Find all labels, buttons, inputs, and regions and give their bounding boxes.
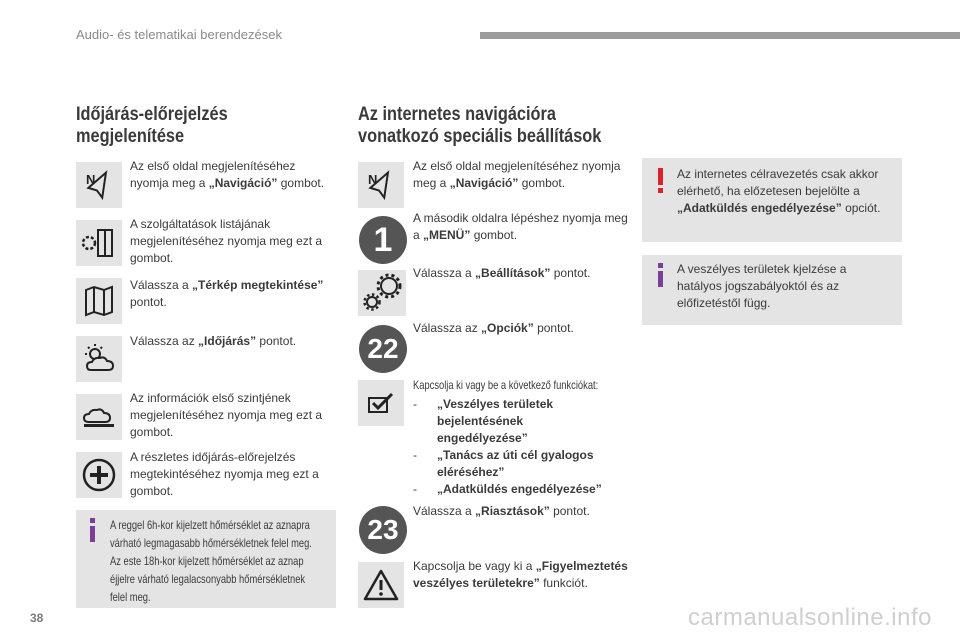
temperature-note-text: A reggel 6h-kor kijelzett hőmérséklet az aznapra várható legmagasabb hőmérsékletnek felel meg. Az este 18h-kor kijelzett hőmérséklet az aznap éjjelre várható legalacsonyabb hőmérsékletnek felel meg. <box>110 518 312 604</box>
warning-note-text: Az internetes célravezetés csak akkor elérhető, ha előzetesen bejelölte a „Adatküldés engedélyezése” opciót. <box>677 167 881 215</box>
info-i-icon <box>88 518 98 547</box>
info-note-text: A veszélyes területek kjelzése a hatályos jogszabályoktól és az előfizetéstől függ. <box>677 262 847 310</box>
middle-step-5-text: Válassza a „Riasztások” pontot. <box>413 504 590 518</box>
info-i-icon <box>656 263 666 292</box>
warning-note <box>642 158 902 242</box>
step-badge-23: 23 <box>359 506 407 554</box>
svg-text:N: N <box>368 172 378 187</box>
middle-title-line2: vonatkozó speciális beállítások <box>358 126 602 147</box>
middle-step-1-text: Az első oldal megjelenítéséhez nyomja meg a „Navigáció” gombot. <box>413 159 621 190</box>
left-step-5-text: Az információk első szintjének megjelenítéséhez nyomja meg ezt a gombot. <box>130 391 323 439</box>
middle-step-2-text: A második oldalra lépéshez nyomja meg a „MENÜ” gombot. <box>413 211 628 242</box>
plus-details-icon <box>76 452 122 498</box>
left-step-4-text: Válassza az „Időjárás” pontot. <box>130 334 297 348</box>
map-view-icon <box>76 278 122 324</box>
bullet-item: - „Tanács az úti cél gyalogos eléréséhez” <box>413 448 594 479</box>
bullet-item: - „Adatküldés engedélyezése” <box>413 482 602 496</box>
left-step-6-text: A részletes időjárás-előrejelzés megtekintéséhez nyomja meg ezt a gombot. <box>130 450 319 498</box>
info-level-icon <box>76 394 122 440</box>
step-badge-22: 22 <box>359 325 407 373</box>
middle-step-4-text: Válassza az „Opciók” pontot. <box>413 321 574 335</box>
page-number: 38 <box>30 611 44 625</box>
step-badge-1: 1 <box>359 216 407 264</box>
navigation-n-icon <box>358 162 404 208</box>
settings-gear-icon <box>358 270 406 316</box>
info-note <box>642 255 902 325</box>
left-step-1-text: Az első oldal megjelenítéséhez nyomja meg a „Navigáció” gombot. <box>130 159 325 190</box>
services-list-icon <box>76 220 122 266</box>
toggle-functions-list <box>413 396 612 498</box>
left-step-2-text: A szolgáltatások listájának megjelenítéséhez nyomja meg ezt a gombot. <box>130 217 323 265</box>
exclamation-icon <box>656 168 666 199</box>
navigation-n-icon <box>76 162 122 208</box>
running-header: Audio- és telematikai berendezések <box>76 27 282 42</box>
checkbox-toggle-icon <box>358 380 404 426</box>
middle-step-3-text: Válassza a „Beállítások” pontot. <box>413 266 591 280</box>
bullet-item: - „Veszélyes területek bejelentésének engedélyezése” <box>413 397 554 445</box>
left-step-3-text: Válassza a „Térkép megtekintése” pontot. <box>130 278 324 309</box>
svg-text:N: N <box>86 172 96 187</box>
middle-title-line1: Az internetes navigációra <box>358 104 556 125</box>
toggle-functions-label: Kapcsolja ki vagy be a következő funkciókat: <box>413 378 599 392</box>
middle-section-title <box>358 104 601 148</box>
header-bar <box>480 32 960 39</box>
warning-triangle-icon <box>358 562 404 608</box>
left-title-line1: Időjárás-előrejelzés <box>76 104 228 125</box>
left-title-line2: megjelenítése <box>76 126 185 147</box>
watermark-url: carmanualsonline.info <box>688 604 932 631</box>
weather-icon <box>76 336 122 382</box>
temperature-info-note <box>76 510 336 608</box>
left-section-title <box>76 104 228 148</box>
middle-step-6-text: Kapcsolja be vagy ki a „Figyelmeztetés veszélyes területekre” funkciót. <box>413 559 628 590</box>
